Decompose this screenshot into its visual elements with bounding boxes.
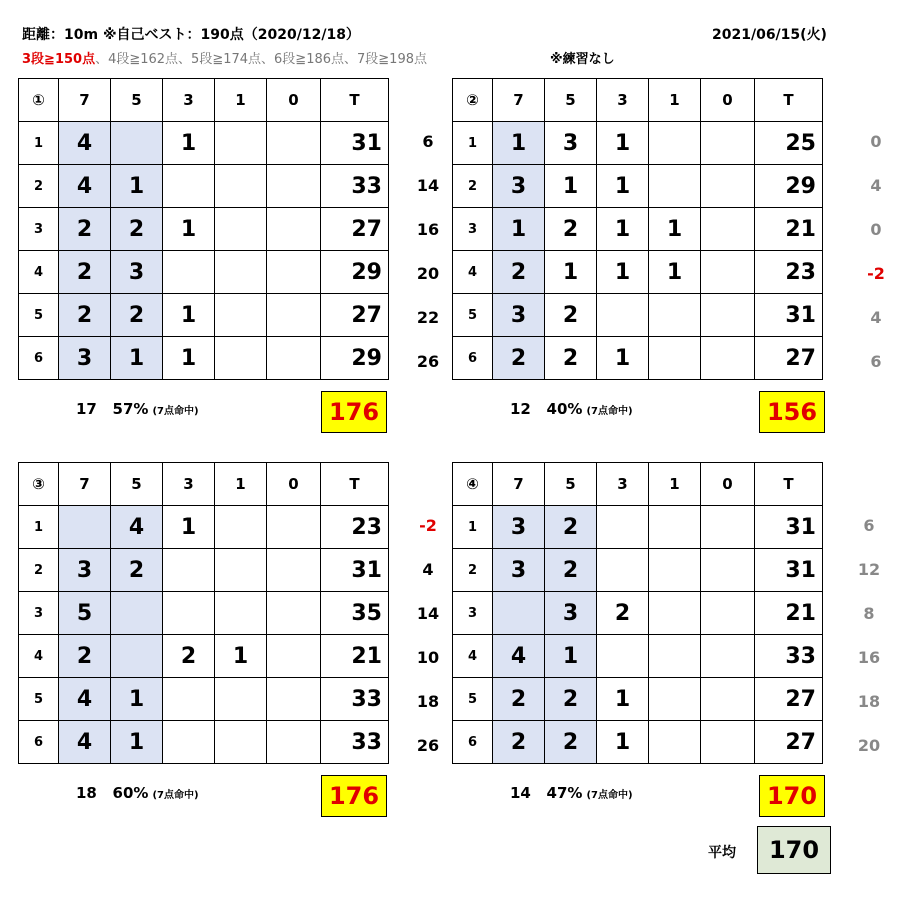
score-row — [19, 549, 389, 592]
count-5: 1 — [545, 635, 597, 678]
count-5: 1 — [111, 337, 163, 380]
row-number: 5 — [453, 678, 493, 721]
count-5: 2 — [545, 337, 597, 380]
average-score: 170 — [757, 826, 831, 874]
cumulative-7-hits: 6 — [422, 132, 434, 151]
count-1 — [215, 506, 267, 549]
row-number: 4 — [19, 635, 59, 678]
col-total: T — [755, 463, 823, 506]
col-7: 7 — [493, 79, 545, 122]
col-3: 3 — [597, 79, 649, 122]
row-number: 2 — [453, 165, 493, 208]
count-3: 1 — [597, 208, 649, 251]
count-0 — [267, 549, 321, 592]
score-row — [19, 721, 389, 764]
count-1: 1 — [215, 635, 267, 678]
count-0 — [701, 208, 755, 251]
count-3: 1 — [163, 506, 215, 549]
score-row — [19, 592, 389, 635]
score-table — [452, 78, 823, 380]
score-row — [453, 122, 823, 165]
count-7: 3 — [59, 337, 111, 380]
count-7: 2 — [59, 208, 111, 251]
count-1 — [649, 165, 701, 208]
round-number: ① — [19, 79, 59, 122]
count-7: 4 — [59, 678, 111, 721]
count-7: 4 — [59, 721, 111, 764]
count-5: 4 — [111, 506, 163, 549]
hit-note: (7点命中) — [152, 790, 199, 801]
count-3 — [597, 506, 649, 549]
row-number: 3 — [453, 208, 493, 251]
count-0 — [701, 506, 755, 549]
count-1 — [649, 122, 701, 165]
count-0 — [701, 592, 755, 635]
header-row — [453, 79, 823, 122]
row-number: 5 — [453, 294, 493, 337]
row-number: 5 — [19, 294, 59, 337]
count-1 — [649, 549, 701, 592]
count-7: 2 — [493, 678, 545, 721]
count-0 — [267, 294, 321, 337]
cumulative-7-hits: 6 — [863, 516, 875, 535]
count-3 — [597, 635, 649, 678]
diff-from-target: 4 — [870, 176, 882, 195]
count-1 — [215, 294, 267, 337]
count-7: 4 — [493, 635, 545, 678]
count-1 — [649, 592, 701, 635]
count-3 — [163, 549, 215, 592]
count-3: 1 — [597, 678, 649, 721]
count-5: 3 — [545, 592, 597, 635]
diff-from-target: 10 — [416, 648, 440, 667]
row-number: 1 — [453, 506, 493, 549]
round-total: 176 — [321, 775, 387, 817]
row-number: 6 — [19, 337, 59, 380]
row-number: 5 — [19, 678, 59, 721]
score-row — [19, 122, 389, 165]
end-total: 27 — [755, 337, 823, 380]
round-stats — [510, 400, 633, 418]
count-3 — [163, 678, 215, 721]
count-0 — [267, 592, 321, 635]
count-1 — [649, 294, 701, 337]
end-total: 29 — [321, 251, 389, 294]
count-1 — [649, 635, 701, 678]
end-total: 33 — [321, 721, 389, 764]
count-0 — [267, 506, 321, 549]
count-1 — [215, 251, 267, 294]
end-total: 27 — [755, 678, 823, 721]
count-7: 4 — [59, 165, 111, 208]
count-7: 2 — [59, 635, 111, 678]
hit-percent: 40% — [546, 400, 583, 418]
round-total: 176 — [321, 391, 387, 433]
cumulative-7-hits: 14 — [416, 176, 440, 195]
count-5: 1 — [545, 251, 597, 294]
count-7: 1 — [493, 122, 545, 165]
distance-best-info: 距離：10m ※自己ベスト：190点（2020/12/18） — [22, 27, 360, 43]
count-0 — [701, 549, 755, 592]
round-stats — [76, 400, 199, 418]
end-total: 29 — [321, 337, 389, 380]
score-row — [19, 506, 389, 549]
count-5: 1 — [111, 721, 163, 764]
score-row — [19, 251, 389, 294]
end-total: 31 — [755, 294, 823, 337]
count-5: 3 — [545, 122, 597, 165]
count-1: 1 — [649, 208, 701, 251]
count-7: 2 — [59, 294, 111, 337]
count-7: 5 — [59, 592, 111, 635]
count-1 — [649, 721, 701, 764]
col-0: 0 — [267, 463, 321, 506]
diff-from-target: 26 — [416, 736, 440, 755]
count-5: 3 — [111, 251, 163, 294]
count-1 — [215, 337, 267, 380]
round-number: ④ — [453, 463, 493, 506]
cumulative-7-hits: 12 — [857, 560, 881, 579]
cumulative-7-hits: 16 — [857, 648, 881, 667]
count-3: 1 — [597, 122, 649, 165]
count-5: 2 — [111, 549, 163, 592]
count-7: 2 — [59, 251, 111, 294]
end-total: 31 — [321, 122, 389, 165]
row-number: 2 — [19, 165, 59, 208]
seven-hit-count: 14 — [510, 784, 531, 802]
count-3: 1 — [597, 165, 649, 208]
cumulative-7-hits: 26 — [416, 352, 440, 371]
end-total: 21 — [755, 592, 823, 635]
end-total: 31 — [321, 549, 389, 592]
cumulative-7-hits: 18 — [857, 692, 881, 711]
rank-threshold-highlight: 3段≧150点 — [22, 52, 96, 67]
count-5 — [111, 635, 163, 678]
round-2 — [452, 78, 823, 380]
end-total: 31 — [755, 506, 823, 549]
col-5: 5 — [111, 463, 163, 506]
count-3 — [597, 294, 649, 337]
count-3: 1 — [163, 294, 215, 337]
count-7 — [59, 506, 111, 549]
score-row — [453, 337, 823, 380]
count-5: 2 — [545, 549, 597, 592]
col-3: 3 — [597, 463, 649, 506]
cumulative-7-hits: 20 — [416, 264, 440, 283]
count-3: 2 — [597, 592, 649, 635]
row-number: 4 — [453, 635, 493, 678]
count-5: 2 — [545, 506, 597, 549]
count-5: 1 — [111, 678, 163, 721]
count-5: 2 — [545, 721, 597, 764]
count-1 — [649, 678, 701, 721]
score-table — [18, 78, 389, 380]
row-number: 4 — [453, 251, 493, 294]
end-total: 27 — [321, 294, 389, 337]
count-1 — [649, 506, 701, 549]
col-1: 1 — [649, 463, 701, 506]
count-7: 2 — [493, 721, 545, 764]
count-3: 1 — [597, 251, 649, 294]
row-number: 3 — [19, 208, 59, 251]
col-7: 7 — [59, 463, 111, 506]
header-row — [19, 463, 389, 506]
col-0: 0 — [701, 79, 755, 122]
score-row — [19, 165, 389, 208]
col-0: 0 — [701, 463, 755, 506]
count-5: 2 — [545, 294, 597, 337]
count-5 — [111, 592, 163, 635]
cumulative-7-hits: 8 — [863, 604, 875, 623]
round-stats — [510, 784, 633, 802]
count-1: 1 — [649, 251, 701, 294]
count-3 — [163, 251, 215, 294]
count-7: 3 — [493, 294, 545, 337]
col-7: 7 — [59, 79, 111, 122]
score-row — [19, 337, 389, 380]
diff-from-target: 0 — [870, 132, 882, 151]
count-1 — [215, 165, 267, 208]
col-5: 5 — [545, 463, 597, 506]
col-3: 3 — [163, 79, 215, 122]
col-total: T — [321, 463, 389, 506]
round-number: ③ — [19, 463, 59, 506]
score-row — [453, 165, 823, 208]
count-0 — [267, 678, 321, 721]
rank-threshold-rest: 、4段≧162点、5段≧174点、6段≧186点、7段≧198点 — [95, 52, 427, 67]
col-0: 0 — [267, 79, 321, 122]
score-row — [453, 592, 823, 635]
round-1 — [18, 78, 389, 380]
row-number: 3 — [453, 592, 493, 635]
diff-from-target: 4 — [870, 308, 882, 327]
count-1 — [215, 721, 267, 764]
count-3: 1 — [163, 337, 215, 380]
cumulative-7-hits: 22 — [416, 308, 440, 327]
count-5: 2 — [545, 208, 597, 251]
score-row — [19, 635, 389, 678]
round-stats — [76, 784, 199, 802]
count-5: 2 — [111, 208, 163, 251]
count-3: 1 — [163, 122, 215, 165]
end-total: 31 — [755, 549, 823, 592]
count-7: 3 — [493, 506, 545, 549]
end-total: 23 — [321, 506, 389, 549]
count-3: 1 — [163, 208, 215, 251]
count-7 — [493, 592, 545, 635]
col-5: 5 — [545, 79, 597, 122]
end-total: 27 — [755, 721, 823, 764]
count-0 — [267, 208, 321, 251]
count-1 — [215, 678, 267, 721]
count-7: 2 — [493, 337, 545, 380]
row-number: 2 — [19, 549, 59, 592]
row-number: 1 — [19, 506, 59, 549]
score-row — [453, 549, 823, 592]
count-3: 1 — [597, 337, 649, 380]
score-row — [453, 251, 823, 294]
count-0 — [267, 721, 321, 764]
end-total: 35 — [321, 592, 389, 635]
round-number: ② — [453, 79, 493, 122]
diff-from-target: -2 — [419, 516, 437, 535]
count-5 — [111, 122, 163, 165]
count-0 — [701, 251, 755, 294]
count-7: 3 — [493, 165, 545, 208]
count-7: 2 — [493, 251, 545, 294]
count-0 — [701, 337, 755, 380]
count-0 — [267, 635, 321, 678]
end-total: 33 — [321, 165, 389, 208]
count-0 — [267, 122, 321, 165]
row-number: 1 — [453, 122, 493, 165]
row-number: 6 — [453, 337, 493, 380]
score-row — [453, 208, 823, 251]
score-row — [453, 678, 823, 721]
end-total: 21 — [321, 635, 389, 678]
round-3 — [18, 462, 389, 764]
count-7: 3 — [59, 549, 111, 592]
diff-from-target: 18 — [416, 692, 440, 711]
count-1 — [649, 337, 701, 380]
count-3 — [163, 165, 215, 208]
count-7: 3 — [493, 549, 545, 592]
count-1 — [215, 122, 267, 165]
score-row — [19, 294, 389, 337]
col-1: 1 — [215, 79, 267, 122]
end-total: 33 — [755, 635, 823, 678]
count-3 — [597, 549, 649, 592]
count-1 — [215, 592, 267, 635]
hit-note: (7点命中) — [586, 790, 633, 801]
score-row — [453, 721, 823, 764]
round-total: 170 — [759, 775, 825, 817]
practice-note: ※練習なし — [550, 52, 615, 67]
hit-note: (7点命中) — [152, 406, 199, 417]
cumulative-7-hits: 20 — [857, 736, 881, 755]
end-total: 25 — [755, 122, 823, 165]
count-3: 2 — [163, 635, 215, 678]
score-row — [19, 678, 389, 721]
round-total: 156 — [759, 391, 825, 433]
seven-hit-count: 18 — [76, 784, 97, 802]
rank-thresholds — [22, 48, 427, 67]
header-row — [453, 463, 823, 506]
count-0 — [267, 337, 321, 380]
hit-percent: 47% — [546, 784, 583, 802]
diff-from-target: 6 — [870, 352, 882, 371]
count-3: 1 — [597, 721, 649, 764]
score-table — [18, 462, 389, 764]
count-0 — [701, 678, 755, 721]
seven-hit-count: 17 — [76, 400, 97, 418]
count-1 — [215, 208, 267, 251]
round-4 — [452, 462, 823, 764]
count-5: 1 — [111, 165, 163, 208]
count-5: 2 — [111, 294, 163, 337]
hit-percent: 60% — [112, 784, 149, 802]
col-5: 5 — [111, 79, 163, 122]
header-row — [19, 79, 389, 122]
diff-from-target: 14 — [416, 604, 440, 623]
score-row — [453, 506, 823, 549]
hit-percent: 57% — [112, 400, 149, 418]
count-5: 2 — [545, 678, 597, 721]
col-1: 1 — [649, 79, 701, 122]
count-1 — [215, 549, 267, 592]
row-number: 3 — [19, 592, 59, 635]
count-7: 1 — [493, 208, 545, 251]
score-table — [452, 462, 823, 764]
row-number: 6 — [453, 721, 493, 764]
count-0 — [267, 165, 321, 208]
col-3: 3 — [163, 463, 215, 506]
hit-note: (7点命中) — [586, 406, 633, 417]
seven-hit-count: 12 — [510, 400, 531, 418]
end-total: 33 — [321, 678, 389, 721]
col-7: 7 — [493, 463, 545, 506]
count-0 — [701, 294, 755, 337]
score-row — [453, 294, 823, 337]
count-7: 4 — [59, 122, 111, 165]
row-number: 1 — [19, 122, 59, 165]
count-0 — [701, 165, 755, 208]
diff-from-target: -2 — [867, 264, 885, 283]
end-total: 27 — [321, 208, 389, 251]
diff-from-target: 4 — [422, 560, 434, 579]
end-total: 21 — [755, 208, 823, 251]
row-number: 6 — [19, 721, 59, 764]
count-0 — [701, 721, 755, 764]
count-0 — [701, 635, 755, 678]
score-row — [19, 208, 389, 251]
end-total: 23 — [755, 251, 823, 294]
count-3 — [163, 721, 215, 764]
count-3 — [163, 592, 215, 635]
cumulative-7-hits: 16 — [416, 220, 440, 239]
end-total: 29 — [755, 165, 823, 208]
session-date: 2021/06/15(火) — [712, 27, 827, 43]
average-label: 平均 — [708, 845, 736, 861]
col-1: 1 — [215, 463, 267, 506]
score-row — [453, 635, 823, 678]
col-total: T — [755, 79, 823, 122]
diff-from-target: 0 — [870, 220, 882, 239]
col-total: T — [321, 79, 389, 122]
count-0 — [267, 251, 321, 294]
row-number: 4 — [19, 251, 59, 294]
row-number: 2 — [453, 549, 493, 592]
count-0 — [701, 122, 755, 165]
count-5: 1 — [545, 165, 597, 208]
